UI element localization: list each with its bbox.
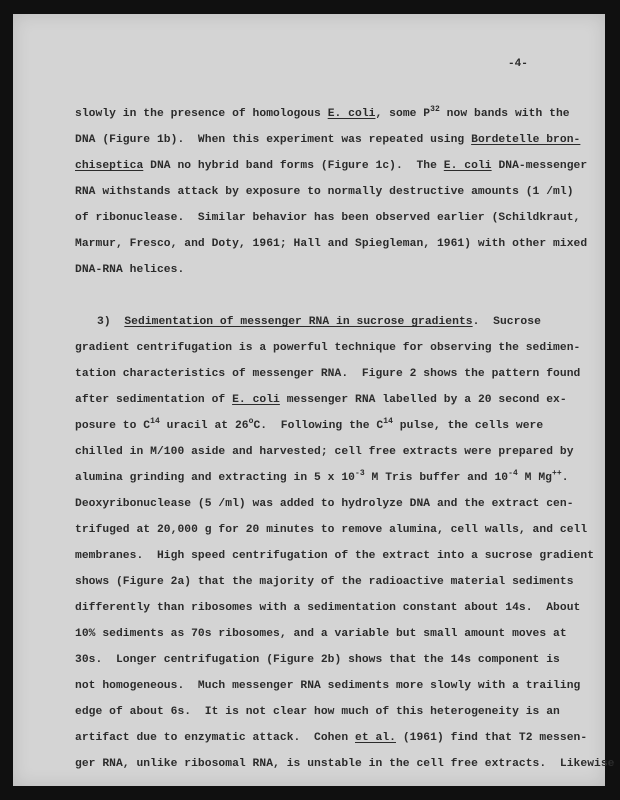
text-line: of ribonuclease. Similar behavior has been observed earlier (Schildkraut, <box>75 212 581 224</box>
text-line <box>75 469 569 484</box>
page-number: -4- <box>508 58 528 70</box>
text-line: 30s. Longer centrifugation (Figure 2b) shows that the 14s component is <box>75 654 560 666</box>
section-heading-line <box>97 316 541 328</box>
text-span: pulse, the cells were <box>392 420 544 432</box>
text-line: Deoxyribonuclease (5 /ml) was added to hydrolyze DNA and the extract cen- <box>75 498 574 510</box>
underlined-term: E. coli <box>232 394 280 406</box>
text-span: M Tris buffer and 10 <box>364 472 509 484</box>
superscript: -4 <box>508 469 518 478</box>
text-line: 10% sediments as 70s ribosomes, and a variable but small amount moves at <box>75 628 567 640</box>
text-span: posure to C <box>75 420 151 432</box>
text-span: . <box>561 472 569 484</box>
text-span: messenger RNA labelled by a 20 second ex- <box>279 394 567 406</box>
text-span: after sedimentation of <box>75 394 233 406</box>
text-span: 3) <box>97 316 125 328</box>
text-line: chilled in M/100 aside and harvested; cell free extracts were prepared by <box>75 446 574 458</box>
underlined-term: E. coli <box>327 108 376 120</box>
text-span: . Sucrose <box>472 316 541 328</box>
text-span: slowly in the presence of homologous <box>75 108 328 120</box>
text-line <box>75 394 567 406</box>
text-line <box>75 160 587 172</box>
text-span: alumina grinding and extracting in 5 x 10 <box>75 472 355 484</box>
superscript: 14 <box>150 417 160 426</box>
text-span: , some P <box>375 108 431 120</box>
text-line: RNA withstands attack by exposure to normally destructive amounts (1 /ml) <box>75 186 574 198</box>
text-line <box>75 732 587 744</box>
text-span: DNA (Figure 1b). When this experiment was repeated using <box>75 134 472 146</box>
text-line <box>75 134 580 146</box>
text-line: edge of about 6s. It is not clear how much of this heterogeneity is an <box>75 706 560 718</box>
text-line: not homogeneous. Much messenger RNA sediments more slowly with a trailing <box>75 680 581 692</box>
superscript: 14 <box>383 417 393 426</box>
text-span: DNA no hybrid band forms (Figure 1c). The <box>143 160 444 172</box>
underlined-term: E. coli <box>443 160 492 172</box>
text-span: artifact due to enzymatic attack. Cohen <box>75 732 355 744</box>
text-line <box>75 105 570 120</box>
text-line: gradient centrifugation is a powerful technique for observing the sedimen- <box>75 342 581 354</box>
underlined-term: chiseptica <box>75 160 144 172</box>
text-span: C. Following the C <box>253 420 384 432</box>
text-line: trifuged at 20,000 g for 20 minutes to remove alumina, cell walls, and cell <box>75 524 588 536</box>
text-span: M Mg <box>517 472 552 484</box>
document-page <box>13 14 615 786</box>
text-line: differently than ribosomes with a sedimentation constant about 14s. About <box>75 602 581 614</box>
superscript: o <box>248 417 254 426</box>
superscript: 32 <box>430 105 440 114</box>
text-line <box>75 417 544 432</box>
underlined-term: et al. <box>355 732 396 744</box>
section-heading: Sedimentation of messenger RNA in sucrose gradients <box>124 316 473 328</box>
text-line: membranes. High speed centrifugation of the extract into a sucrose gradient <box>75 550 595 562</box>
underlined-term: Bordetelle bron- <box>471 134 581 146</box>
text-line: tation characteristics of messenger RNA. Figure 2 shows the pattern found <box>75 368 581 380</box>
superscript: ++ <box>551 469 562 478</box>
superscript: -3 <box>355 469 365 478</box>
text-span: uracil at 26 <box>159 420 249 432</box>
text-line: DNA-RNA helices. <box>75 264 185 276</box>
text-span: (1961) find that T2 messen- <box>395 732 588 744</box>
text-line: ger RNA, unlike ribosomal RNA, is unstable in the cell free extracts. Likewise <box>75 758 615 770</box>
text-line: shows (Figure 2a) that the majority of the radioactive material sediments <box>75 576 574 588</box>
text-span: now bands with the <box>439 108 570 120</box>
text-line: Marmur, Fresco, and Doty, 1961; Hall and Spiegleman, 1961) with other mixed <box>75 238 588 250</box>
text-span: DNA-messenger <box>491 160 588 172</box>
